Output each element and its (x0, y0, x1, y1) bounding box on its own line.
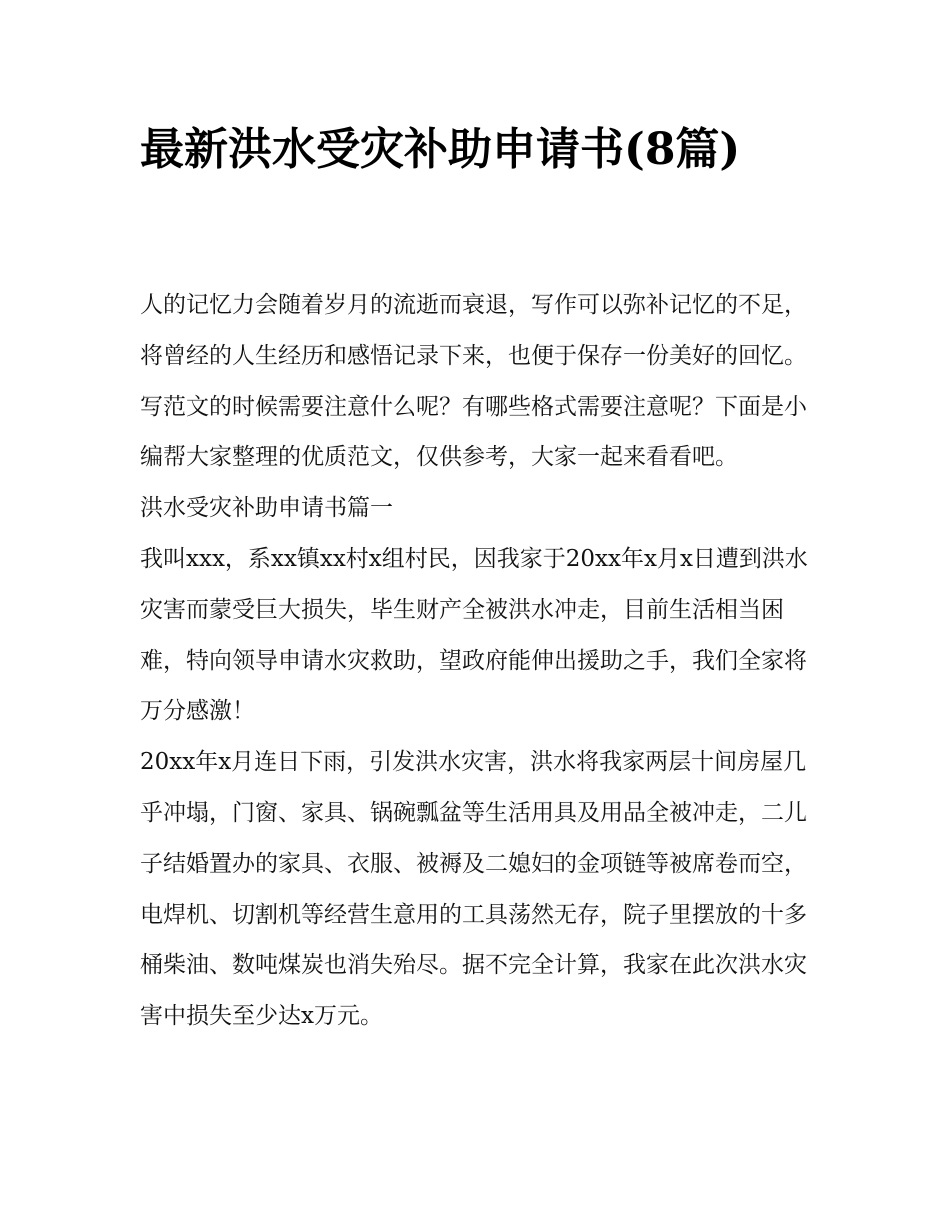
section-heading: 洪水受灾补助申请书篇一 (140, 495, 393, 522)
body-paragraph: 我叫xxx，系xx镇xx村x组村民，因我家于20xx年x月x日遭到洪水灾害而蒙受巨大损失，毕生财产全被洪水冲走，目前生活相当困难，特向领导申请水灾救助，望政府能伸出援助之手，我们全家将万分感激！ (140, 545, 808, 725)
intro-paragraph: 人的记忆力会随着岁月的流逝而衰退，写作可以弥补记忆的不足，将曾经的人生经历和感悟记录下来，也便于保存一份美好的回忆。写范文的时候需要注意什么呢？有哪些格式需要注意呢？下面是小编帮大家整理的优质范文，仅供参考，大家一起来看看吧。 (140, 292, 807, 471)
document-body (140, 280, 820, 1042)
body-paragraph: 20xx年x月连日下雨，引发洪水灾害，洪水将我家两层十间房屋几乎冲塌，门窗、家具、锅碗瓢盆等生活用具及用品全被冲走，二儿子结婚置办的家具、衣服、被褥及二媳妇的金项链等被席卷而空，电焊机、切割机等经营生意用的工具荡然无存，院子里摆放的十多桶柴油、数吨煤炭也消失殆尽。据不完全计算，我家在此次洪水灾害中损失至少达x万元。 (140, 749, 807, 1030)
document-title: 最新洪水受灾补助申请书(8篇) (140, 124, 741, 175)
